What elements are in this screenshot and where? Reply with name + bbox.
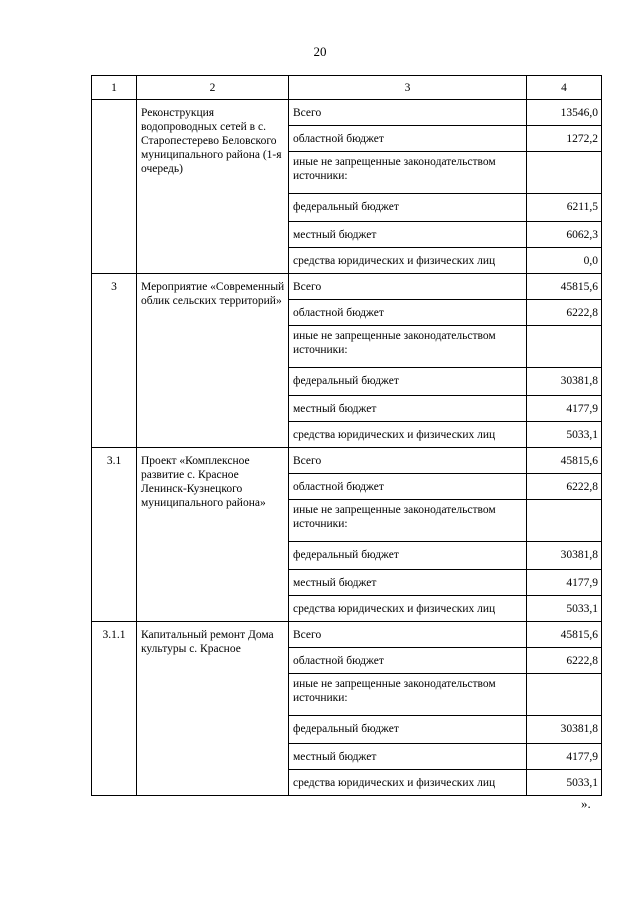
table-row [92, 622, 602, 648]
funding-source: федеральный бюджет [289, 368, 527, 396]
header-col-2: 2 [137, 76, 289, 100]
header-col-3: 3 [289, 76, 527, 100]
funding-amount: 4177,9 [527, 744, 602, 770]
header-row [92, 76, 602, 100]
funding-source: иные не запрещенные законодательством источники: [289, 674, 527, 716]
funding-source: областной бюджет [289, 126, 527, 152]
item-description: Проект «Комплексное развитие с. Красное Ленинск-Кузнецкого муниципального района» [137, 448, 289, 622]
funding-source: областной бюджет [289, 648, 527, 674]
funding-source: местный бюджет [289, 570, 527, 596]
funding-table [91, 75, 602, 796]
header-col-4: 4 [527, 76, 602, 100]
funding-amount: 6062,3 [527, 222, 602, 248]
table-row [92, 274, 602, 300]
funding-amount: 4177,9 [527, 570, 602, 596]
funding-source: Всего [289, 274, 527, 300]
funding-amount: 30381,8 [527, 542, 602, 570]
funding-source: Всего [289, 622, 527, 648]
funding-source: федеральный бюджет [289, 716, 527, 744]
page-number: 20 [313, 44, 327, 59]
funding-amount: 6222,8 [527, 648, 602, 674]
funding-amount [527, 326, 602, 368]
funding-source: иные не запрещенные законодательством источники: [289, 326, 527, 368]
table-row [92, 100, 602, 126]
item-number [92, 100, 137, 274]
funding-source: областной бюджет [289, 474, 527, 500]
funding-source: Всего [289, 100, 527, 126]
funding-amount: 1272,2 [527, 126, 602, 152]
funding-source: средства юридических и физических лиц [289, 770, 527, 796]
item-description: Мероприятие «Современный облик сельских территорий» [137, 274, 289, 448]
funding-source: иные не запрещенные законодательством источники: [289, 500, 527, 542]
funding-source: местный бюджет [289, 396, 527, 422]
funding-source: средства юридических и физических лиц [289, 596, 527, 622]
funding-amount: 5033,1 [527, 422, 602, 448]
funding-source: федеральный бюджет [289, 194, 527, 222]
funding-amount: 45815,6 [527, 622, 602, 648]
funding-source: федеральный бюджет [289, 542, 527, 570]
funding-source: средства юридических и физических лиц [289, 248, 527, 274]
item-number: 3.1 [92, 448, 137, 622]
funding-source: местный бюджет [289, 222, 527, 248]
funding-source: Всего [289, 448, 527, 474]
closing-mark: ». [581, 796, 591, 811]
funding-amount: 13546,0 [527, 100, 602, 126]
funding-source: средства юридических и физических лиц [289, 422, 527, 448]
header-col-1: 1 [92, 76, 137, 100]
funding-source: местный бюджет [289, 744, 527, 770]
funding-amount: 6222,8 [527, 474, 602, 500]
item-number: 3.1.1 [92, 622, 137, 796]
funding-amount: 45815,6 [527, 448, 602, 474]
funding-amount: 5033,1 [527, 596, 602, 622]
funding-amount [527, 674, 602, 716]
item-description: Реконструкция водопроводных сетей в с. Старопестерево Беловского муниципального района (1-я очередь) [137, 100, 289, 274]
funding-amount: 30381,8 [527, 368, 602, 396]
table-row [92, 448, 602, 474]
funding-source: иные не запрещенные законодательством источники: [289, 152, 527, 194]
funding-amount [527, 500, 602, 542]
funding-source: областной бюджет [289, 300, 527, 326]
funding-amount: 30381,8 [527, 716, 602, 744]
funding-amount: 45815,6 [527, 274, 602, 300]
item-number: 3 [92, 274, 137, 448]
funding-amount: 5033,1 [527, 770, 602, 796]
funding-amount [527, 152, 602, 194]
funding-amount: 6211,5 [527, 194, 602, 222]
funding-amount: 6222,8 [527, 300, 602, 326]
funding-amount: 4177,9 [527, 396, 602, 422]
funding-amount: 0,0 [527, 248, 602, 274]
item-description: Капитальный ремонт Дома культуры с. Красное [137, 622, 289, 796]
